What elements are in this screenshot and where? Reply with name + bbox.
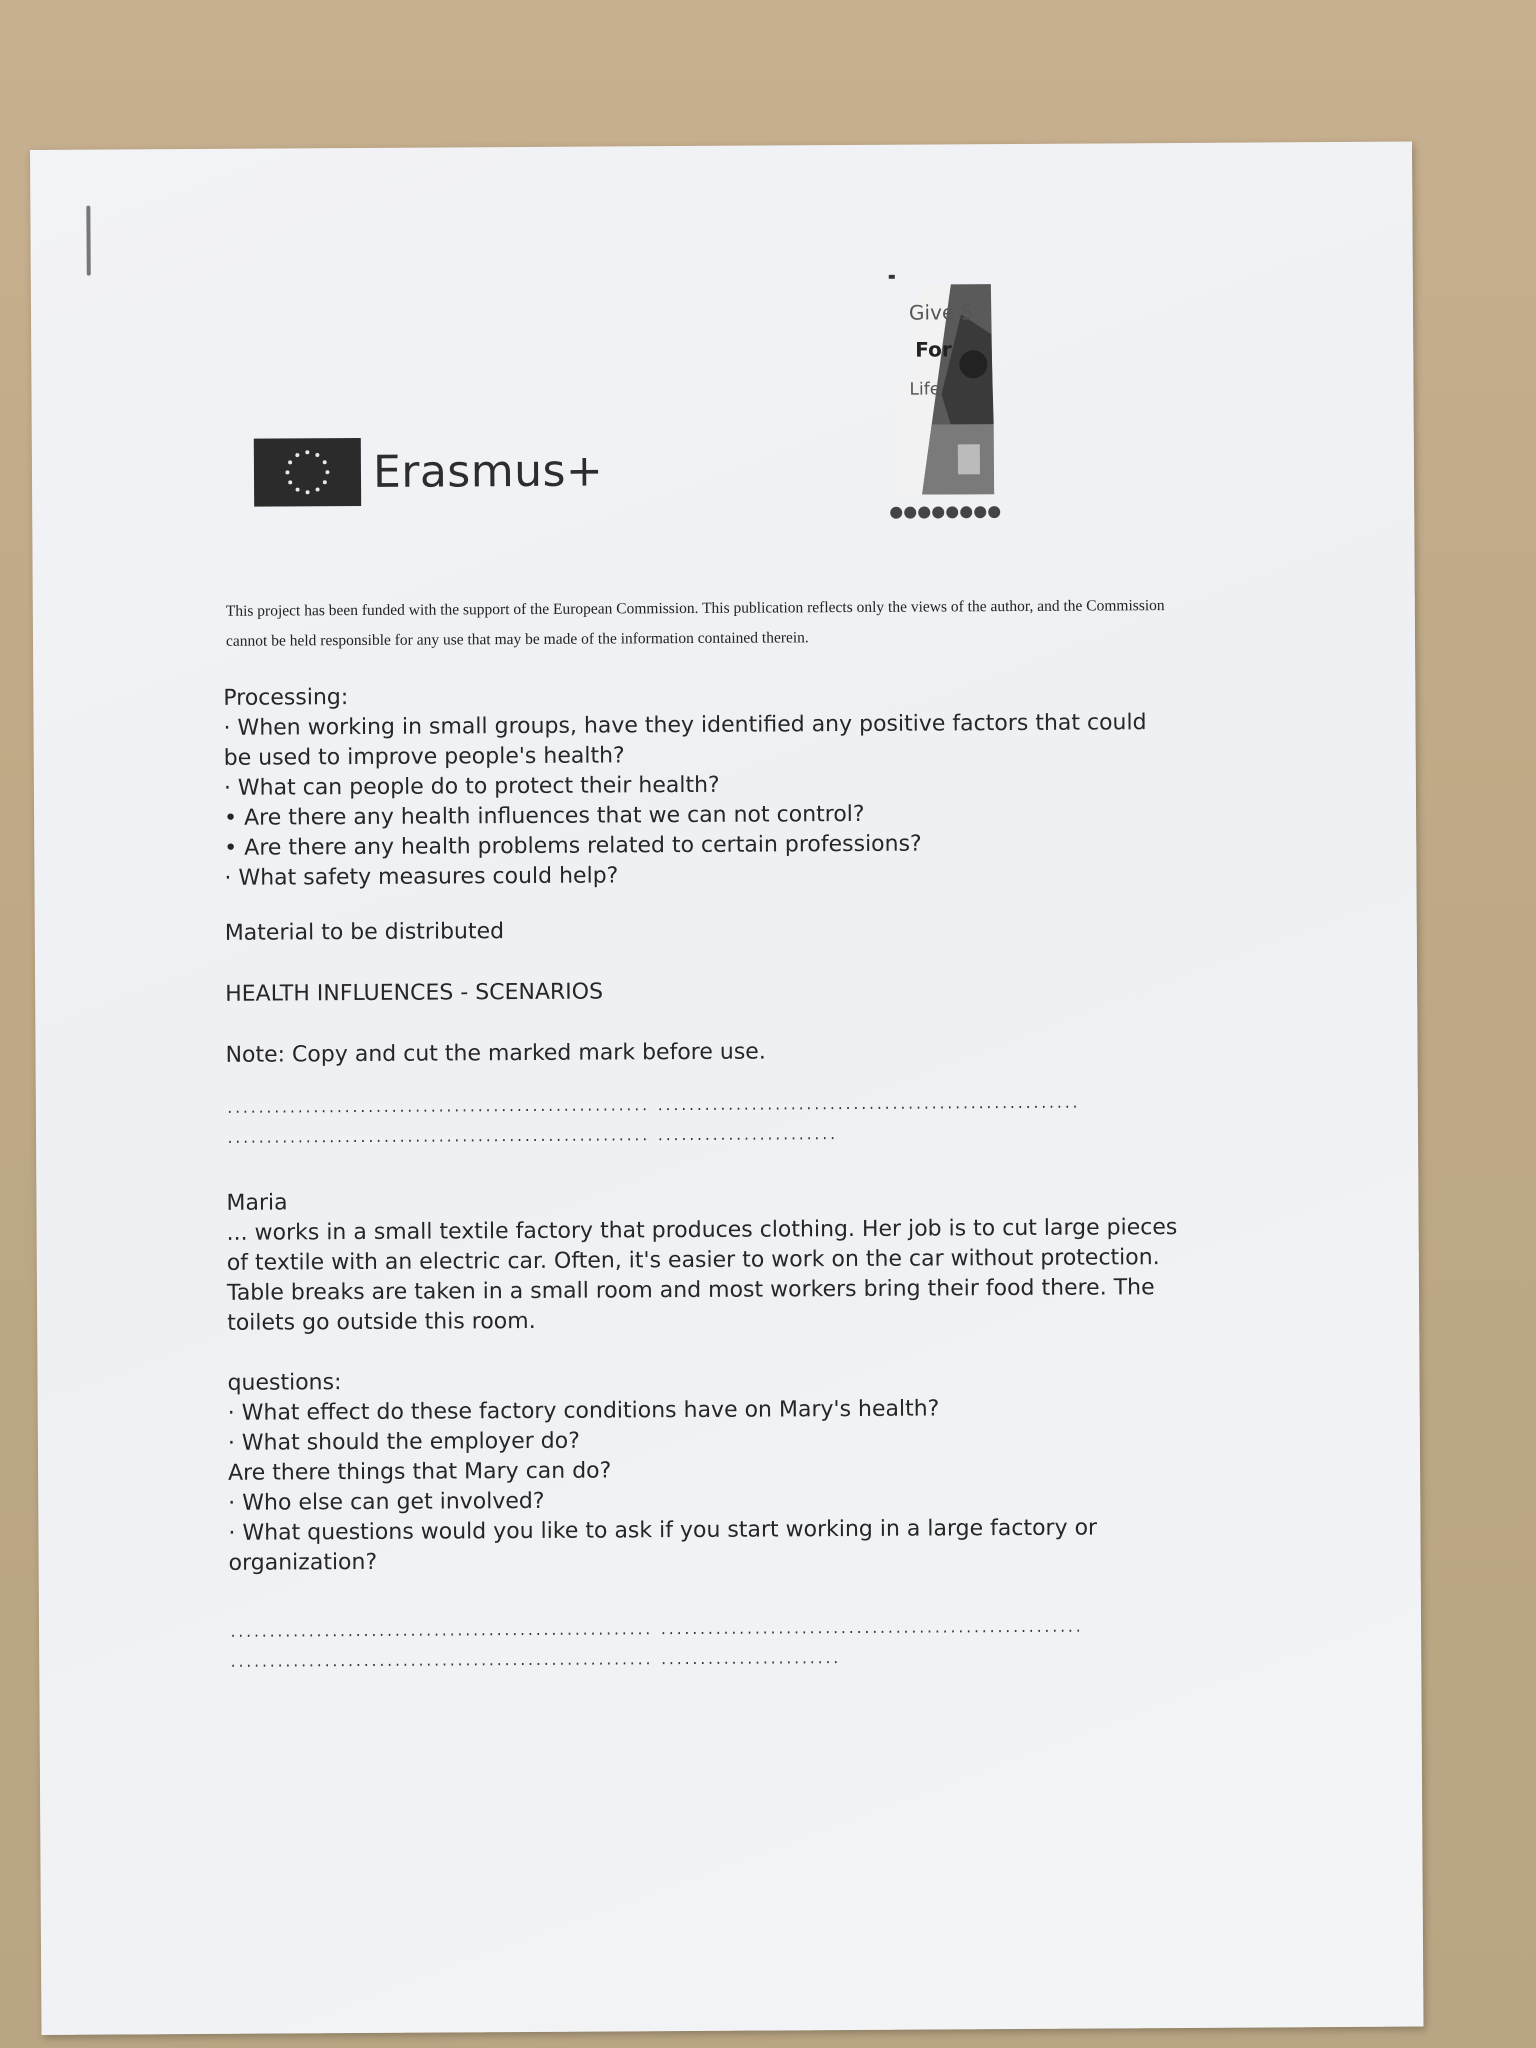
give5-cover-image bbox=[861, 274, 1013, 535]
cut-line: ...................................................... ...................................................... bbox=[229, 1620, 1083, 1641]
maria-scenario bbox=[226, 1183, 1187, 1339]
questions-heading: questions: bbox=[227, 1370, 342, 1396]
processing-item: • Are there any health problems related to certain professions? bbox=[224, 831, 922, 861]
cut-line: ...................................................... ....................... bbox=[226, 1128, 837, 1147]
paper-sheet bbox=[30, 142, 1423, 2035]
cut-line: ...................................................... ...................................................... bbox=[225, 1096, 1080, 1117]
cover-title-line1: Give 5 bbox=[908, 300, 974, 325]
question-item: · What should the employer do? bbox=[227, 1428, 580, 1456]
scenario-name: Maria bbox=[226, 1190, 288, 1216]
erasmus-logo bbox=[254, 437, 604, 507]
cover-title-line2: For bbox=[915, 337, 952, 362]
question-item: · What questions would you like to ask if you start working in a large factory or organization? bbox=[228, 1515, 1098, 1576]
cut-line-bottom bbox=[229, 1613, 1229, 1679]
usage-note: Note: Copy and cut the marked mark before use. bbox=[225, 1039, 766, 1068]
question-item: Are there things that Mary can do? bbox=[228, 1458, 612, 1486]
funding-disclaimer: This project has been funded with the support of the European Commission. This publication reflects only the views of the author, and the Commission cannot be held responsible for any use that may be made of the information contained therein. bbox=[225, 597, 1165, 650]
processing-item: · What safety measures could help? bbox=[224, 863, 619, 891]
material-label: Material to be distributed bbox=[224, 919, 505, 946]
scenarios-title: HEALTH INFLUENCES - SCENARIOS bbox=[225, 979, 604, 1007]
processing-heading: Processing: bbox=[223, 685, 349, 711]
question-item: · Who else can get involved? bbox=[228, 1488, 545, 1516]
cut-line-top bbox=[226, 1089, 1226, 1155]
scenario-text: ... works in a small textile factory that produces clothing. Her job is to cut large pieces of textile with an electric car. Often, it's easier to work on the car without protection. Table breaks are taken in a small room and most workers bring their food there. The toilets go outside this room. bbox=[226, 1215, 1178, 1336]
processing-item: • Are there any health influences that we can not control? bbox=[224, 801, 865, 831]
erasmus-logo-text: Erasmus+ bbox=[372, 445, 604, 498]
processing-item: · When working in small groups, have they identified any positive factors that could be used to improve people's health? bbox=[223, 710, 1147, 771]
eu-flag-icon bbox=[254, 438, 361, 507]
questions-section bbox=[227, 1363, 1178, 1579]
processing-item: · What can people do to protect their health? bbox=[223, 772, 720, 801]
cut-line: ...................................................... ....................... bbox=[229, 1652, 840, 1671]
cover-title-line3: Life bbox=[909, 379, 941, 400]
staple-mark bbox=[86, 206, 90, 276]
processing-section bbox=[223, 678, 1224, 894]
question-item: · What effect do these factory conditions have on Mary's health? bbox=[227, 1396, 940, 1426]
